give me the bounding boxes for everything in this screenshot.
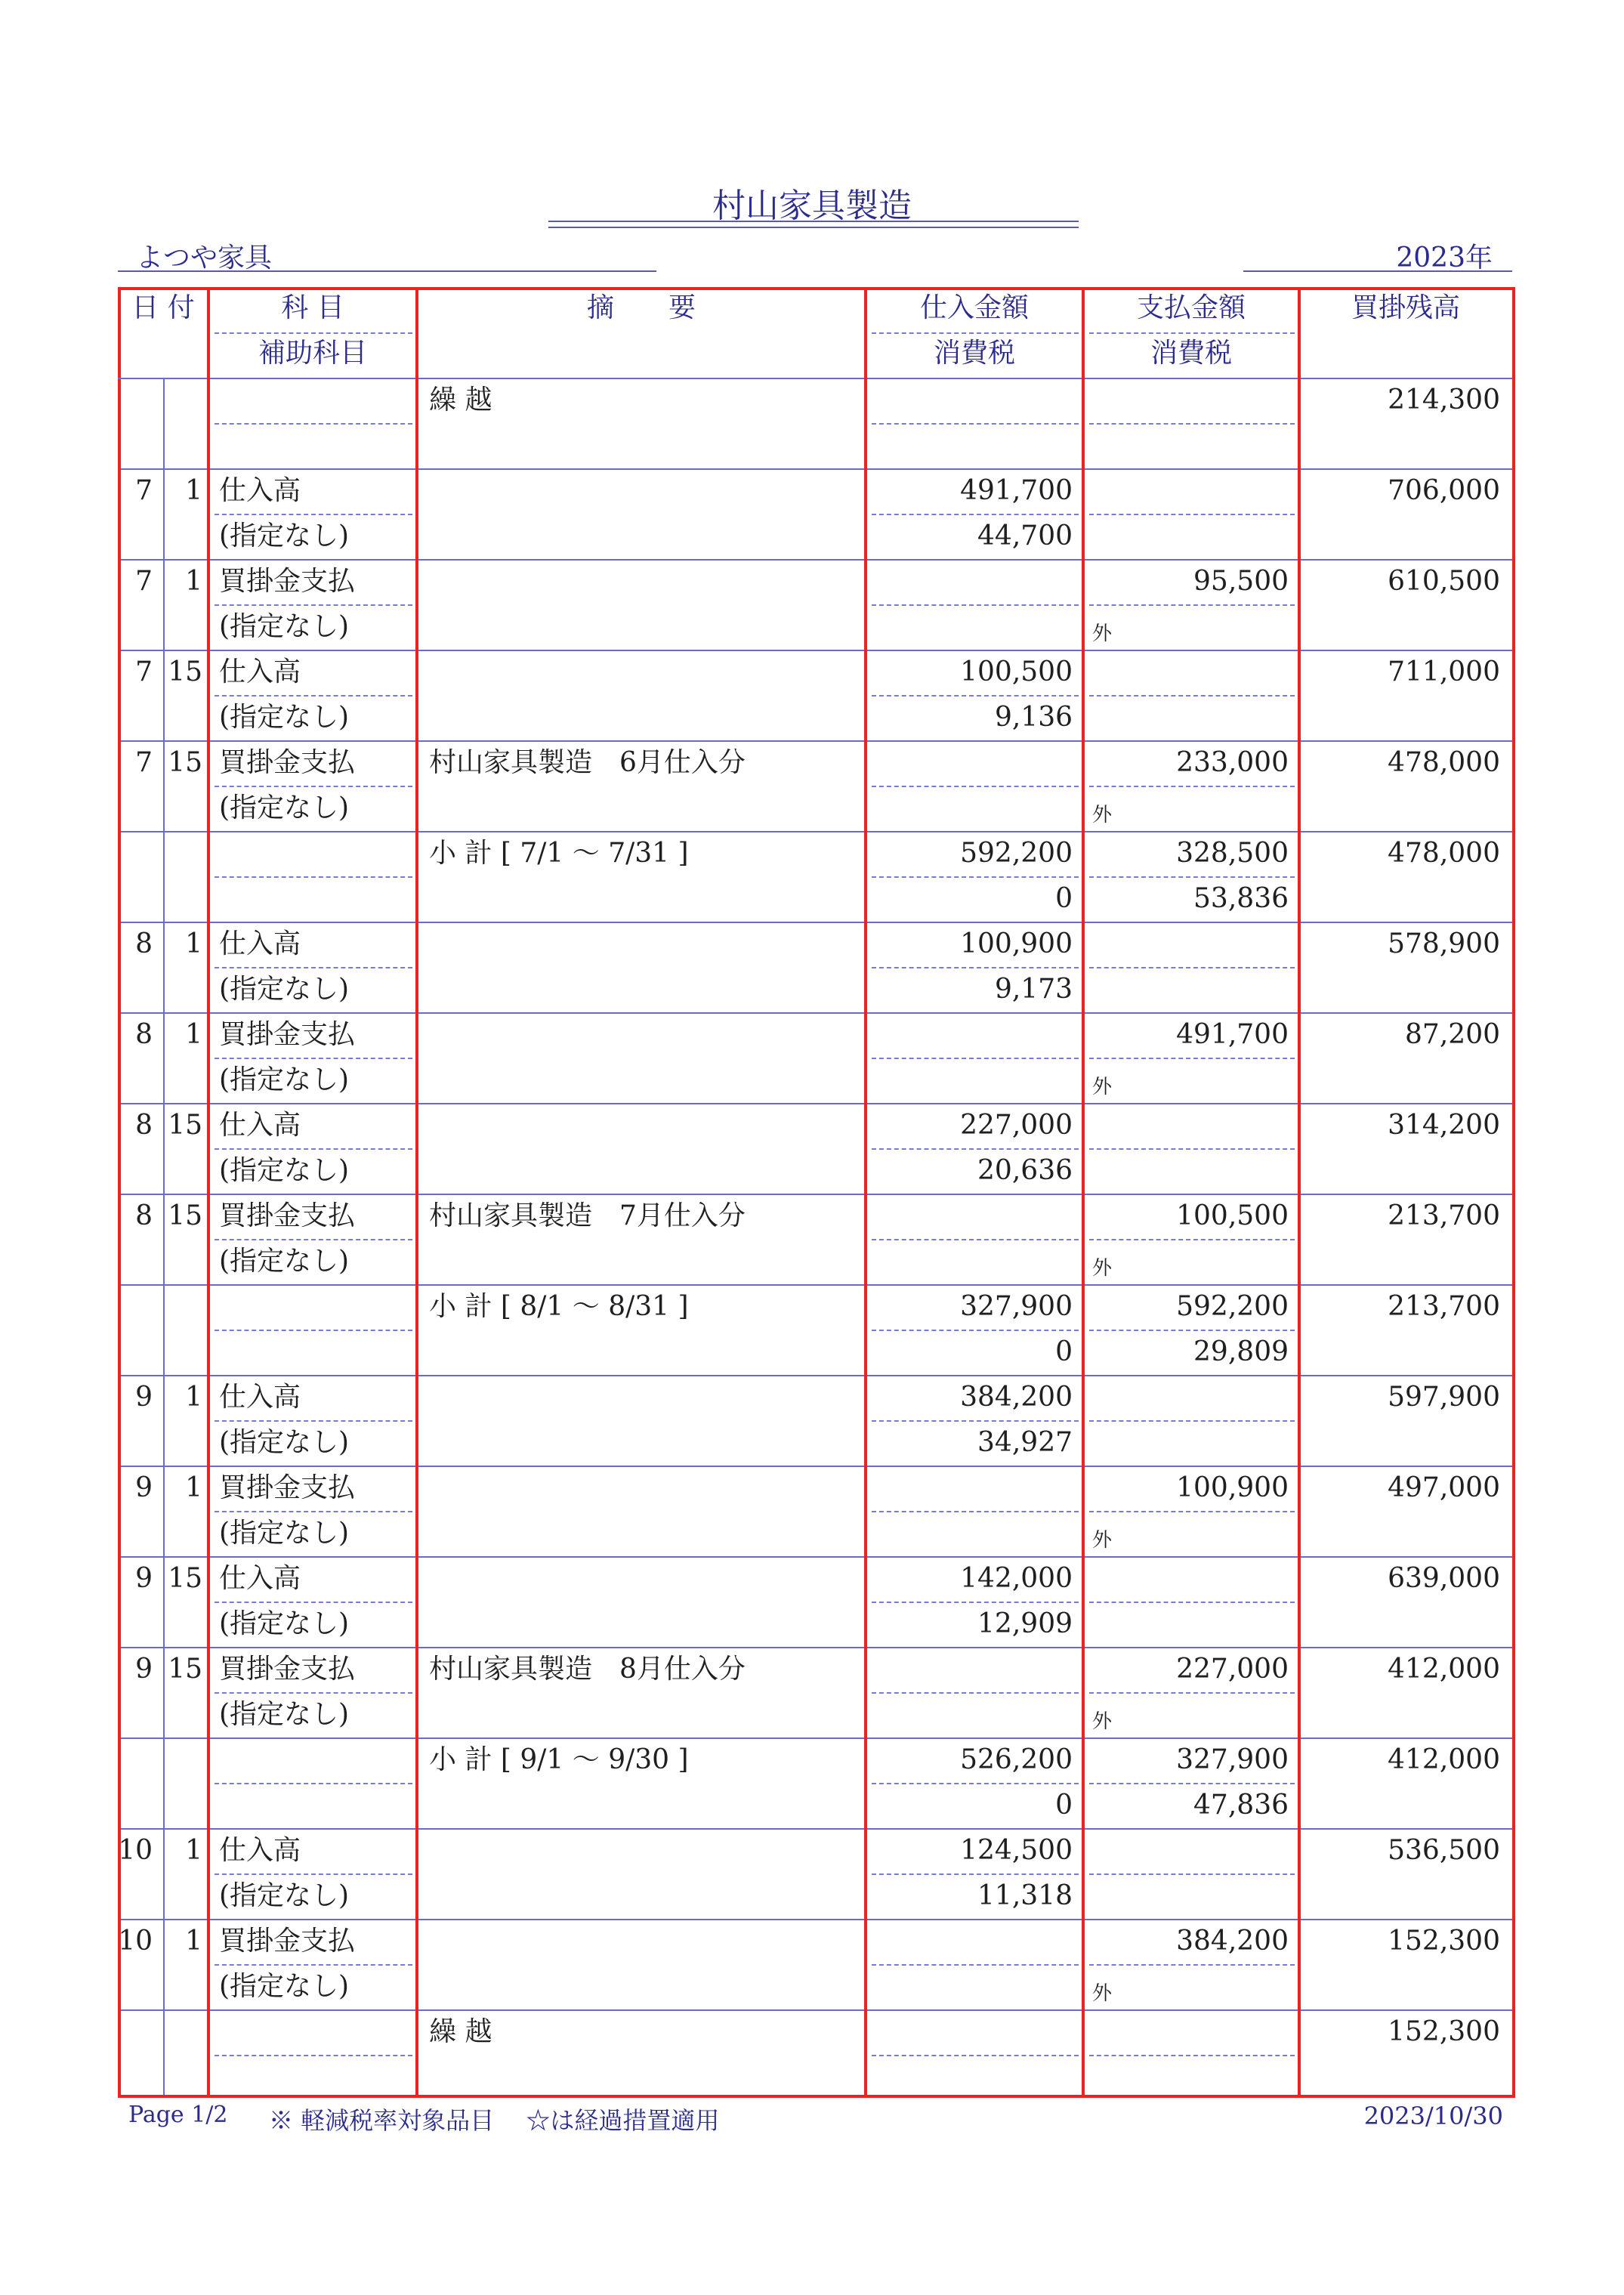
row-dash [215, 967, 412, 968]
header-purchase: 仕入金額 [919, 292, 1029, 323]
row-dash [872, 1148, 1079, 1150]
ledger-row [118, 1647, 1512, 1737]
row-dash [872, 695, 1079, 697]
row-month: 8 [135, 928, 153, 959]
row-balance: 152,300 [1388, 2016, 1500, 2047]
row-purchase: 227,000 [960, 1110, 1073, 1141]
row-dash [1089, 1602, 1295, 1603]
row-sub-subject: (指定なし) [219, 792, 350, 823]
row-dash [215, 1239, 412, 1240]
row-dash [872, 1964, 1079, 1966]
row-description: 繰 越 [429, 2016, 492, 2047]
row-purchase: 100,900 [960, 928, 1073, 959]
row-balance: 314,200 [1388, 1110, 1500, 1141]
header-date: 日 付 [131, 292, 195, 323]
row-dash [1089, 1692, 1295, 1694]
year-underline [1243, 270, 1512, 272]
row-subject: 仕入高 [219, 1563, 301, 1594]
row-purchase: 124,500 [960, 1835, 1073, 1866]
row-dash [1089, 695, 1295, 697]
row-sub-subject: (指定なし) [219, 520, 350, 551]
row-dash [215, 695, 412, 697]
row-balance: 213,700 [1388, 1291, 1500, 1322]
row-description: 小 計 [ 8/1 ～ 8/31 ] [429, 1291, 689, 1322]
row-sub-subject: (指定なし) [219, 1518, 350, 1549]
row-sub-subject: (指定なし) [219, 1699, 350, 1730]
row-payment: 491,700 [1176, 1019, 1289, 1050]
row-sub-subject: (指定なし) [219, 1608, 350, 1639]
row-sub-subject: (指定なし) [219, 1971, 350, 2002]
ledger-row [118, 1103, 1512, 1194]
row-balance: 214,300 [1388, 385, 1500, 415]
row-payment-tax: 外 [1092, 1529, 1113, 1552]
subject-divider [207, 287, 210, 2095]
row-dash [215, 2055, 412, 2056]
ledger-row [118, 1828, 1512, 1919]
row-sub-subject: (指定なし) [219, 974, 350, 1005]
row-day: 1 [185, 566, 202, 597]
row-month: 9 [135, 1382, 153, 1413]
row-payment-tax: 外 [1092, 804, 1113, 826]
row-dash [215, 1964, 412, 1966]
row-balance: 706,000 [1388, 475, 1500, 506]
row-subject: 買掛金支払 [219, 1472, 356, 1503]
ledger-row [118, 1919, 1512, 2009]
row-dash [872, 1692, 1079, 1694]
footer-note: ※ 軽減税率対象品目 ☆は経過措置適用 [269, 2106, 720, 2135]
row-dash [215, 876, 412, 878]
ledger-row [118, 468, 1512, 559]
row-subject: 仕入高 [219, 475, 301, 506]
row-dash [1089, 786, 1295, 787]
row-balance: 412,000 [1388, 1744, 1500, 1775]
row-subject: 仕入高 [219, 1382, 301, 1413]
row-dash [872, 1330, 1079, 1331]
row-dash [215, 423, 412, 425]
row-payment-tax: 外 [1092, 1710, 1113, 1733]
row-day: 15 [168, 1110, 202, 1141]
row-dash [215, 1873, 412, 1875]
header-sub-subject: 補助科目 [258, 338, 367, 369]
ledger-row [118, 740, 1512, 831]
row-payment: 592,200 [1176, 1291, 1289, 1322]
row-purchase-tax: 12,909 [977, 1608, 1073, 1639]
row-balance: 639,000 [1388, 1563, 1500, 1594]
row-month: 7 [135, 656, 153, 687]
row-description: 小 計 [ 9/1 ～ 9/30 ] [429, 1744, 689, 1775]
row-balance: 412,000 [1388, 1654, 1500, 1685]
row-purchase: 100,500 [960, 656, 1073, 687]
row-sub-subject: (指定なし) [219, 1427, 350, 1458]
row-balance: 536,500 [1388, 1835, 1500, 1866]
page-title: 村山家具製造 [712, 187, 912, 225]
header-description: 摘 要 [586, 292, 696, 323]
row-payment: 100,500 [1176, 1200, 1289, 1231]
row-description: 村山家具製造 8月仕入分 [429, 1654, 746, 1685]
row-month: 9 [135, 1472, 153, 1503]
ledger-row [118, 831, 1512, 922]
row-sub-subject: (指定なし) [219, 1246, 350, 1277]
row-balance: 213,700 [1388, 1200, 1500, 1231]
header-payment: 支払金額 [1136, 292, 1246, 323]
payment-divider [1082, 287, 1085, 2095]
row-day: 15 [168, 656, 202, 687]
account-name: よつや家具 [136, 242, 273, 273]
row-balance: 152,300 [1388, 1926, 1500, 1957]
row-sub-subject: (指定なし) [219, 611, 350, 642]
row-day: 1 [185, 1019, 202, 1050]
ledger-table [118, 287, 1512, 2095]
row-payment: 233,000 [1176, 747, 1289, 778]
row-day: 15 [168, 1563, 202, 1594]
ledger-row [118, 1012, 1512, 1103]
balance-divider [1298, 287, 1301, 2095]
row-dash [1089, 1058, 1295, 1059]
row-month: 9 [135, 1563, 153, 1594]
ledger-row [118, 1375, 1512, 1466]
header-purchase-tax: 消費税 [933, 338, 1015, 369]
row-payment-tax: 外 [1092, 1076, 1113, 1098]
year-label: 2023年 [1396, 242, 1493, 273]
row-dash [872, 876, 1079, 878]
header-divider [118, 378, 1512, 379]
ledger-row [118, 1556, 1512, 1647]
row-subject: 仕入高 [219, 928, 301, 959]
title-underline [548, 221, 1079, 222]
row-payment: 327,900 [1176, 1744, 1289, 1775]
row-month: 9 [135, 1654, 153, 1685]
row-day: 15 [168, 747, 202, 778]
row-payment-tax: 47,836 [1193, 1790, 1289, 1821]
row-payment: 95,500 [1193, 566, 1289, 597]
row-dash [872, 1873, 1079, 1875]
page-number: Page 1/2 [128, 2102, 228, 2128]
row-dash [1089, 604, 1295, 606]
row-purchase-tax: 9,173 [994, 974, 1073, 1005]
row-day: 1 [185, 475, 202, 506]
row-month: 7 [135, 475, 153, 506]
row-balance: 597,900 [1388, 1382, 1500, 1413]
row-payment: 384,200 [1176, 1926, 1289, 1957]
print-date: 2023/10/30 [1363, 2102, 1503, 2130]
row-dash [215, 1330, 412, 1331]
row-balance: 478,000 [1388, 838, 1500, 869]
row-dash [1089, 423, 1295, 425]
row-dash [1089, 1148, 1295, 1150]
row-description: 繰 越 [429, 385, 492, 415]
row-dash [872, 1058, 1079, 1059]
row-dash [872, 514, 1079, 515]
header-balance: 買掛残高 [1351, 292, 1460, 323]
row-subject: 買掛金支払 [219, 1019, 356, 1050]
row-purchase: 142,000 [960, 1563, 1073, 1594]
ledger-row [118, 1284, 1512, 1375]
row-purchase-tax: 44,700 [977, 520, 1073, 551]
row-sub-subject: (指定なし) [219, 702, 350, 733]
row-purchase: 327,900 [960, 1291, 1073, 1322]
row-month: 7 [135, 747, 153, 778]
row-dash [872, 786, 1079, 787]
ledger-row [118, 1737, 1512, 1828]
row-dash [215, 1420, 412, 1422]
account-underline [118, 270, 656, 272]
header-payment-tax: 消費税 [1150, 338, 1232, 369]
description-divider [415, 287, 418, 2095]
row-dash [872, 2055, 1079, 2056]
row-subject: 買掛金支払 [219, 566, 356, 597]
row-day: 15 [168, 1200, 202, 1231]
row-purchase: 592,200 [960, 838, 1073, 869]
row-month: 8 [135, 1110, 153, 1141]
purchase-divider [864, 287, 867, 2095]
row-purchase: 526,200 [960, 1744, 1073, 1775]
row-day: 15 [168, 1654, 202, 1685]
row-purchase: 491,700 [960, 475, 1073, 506]
row-dash [872, 1602, 1079, 1603]
row-balance: 711,000 [1388, 656, 1500, 687]
header-dash [215, 332, 412, 334]
row-payment-tax: 53,836 [1193, 883, 1289, 914]
row-dash [1089, 1511, 1295, 1512]
row-payment-tax: 29,809 [1193, 1336, 1289, 1367]
row-balance: 478,000 [1388, 747, 1500, 778]
row-description: 村山家具製造 6月仕入分 [429, 747, 746, 778]
row-subject: 買掛金支払 [219, 1200, 356, 1231]
row-day: 1 [185, 1382, 202, 1413]
row-dash [1089, 1873, 1295, 1875]
row-dash [215, 1148, 412, 1150]
row-dash [1089, 967, 1295, 968]
ledger-row [118, 2009, 1512, 2100]
row-dash [1089, 514, 1295, 515]
row-dash [215, 1692, 412, 1694]
row-day: 1 [185, 1472, 202, 1503]
row-payment: 100,900 [1176, 1472, 1289, 1503]
row-subject: 買掛金支払 [219, 747, 356, 778]
header-subject: 科 目 [281, 292, 344, 323]
ledger-row [118, 1466, 1512, 1556]
row-subject: 仕入高 [219, 1110, 301, 1141]
ledger-row [118, 1194, 1512, 1284]
row-purchase: 384,200 [960, 1382, 1073, 1413]
row-dash [215, 1511, 412, 1512]
row-purchase-tax: 34,927 [977, 1427, 1073, 1458]
date-divider [163, 378, 165, 2095]
row-payment-tax: 外 [1092, 1982, 1113, 2005]
ledger-row [118, 559, 1512, 650]
row-day: 1 [185, 1926, 202, 1957]
row-balance: 87,200 [1405, 1019, 1500, 1050]
row-payment-tax: 外 [1092, 1257, 1113, 1280]
row-balance: 578,900 [1388, 928, 1500, 959]
row-sub-subject: (指定なし) [219, 1155, 350, 1186]
row-subject: 買掛金支払 [219, 1926, 356, 1957]
row-purchase-tax: 20,636 [977, 1155, 1073, 1186]
title-underline-2 [548, 227, 1079, 228]
row-dash [1089, 876, 1295, 878]
row-dash [215, 1058, 412, 1059]
row-subject: 買掛金支払 [219, 1654, 356, 1685]
row-sub-subject: (指定なし) [219, 1880, 350, 1911]
row-dash [872, 423, 1079, 425]
row-dash [1089, 2055, 1295, 2056]
row-month: 8 [135, 1019, 153, 1050]
row-description: 小 計 [ 7/1 ～ 7/31 ] [429, 838, 689, 869]
ledger-row [118, 378, 1512, 468]
row-dash [872, 1511, 1079, 1512]
row-payment-tax: 外 [1092, 622, 1113, 645]
row-dash [1089, 1783, 1295, 1784]
row-purchase-tax: 0 [1055, 883, 1073, 914]
row-payment: 328,500 [1176, 838, 1289, 869]
row-purchase-tax: 9,136 [994, 702, 1073, 733]
row-month: 10 [118, 1926, 153, 1957]
row-month: 10 [118, 1835, 153, 1866]
row-description: 村山家具製造 7月仕入分 [429, 1200, 746, 1231]
row-dash [1089, 1964, 1295, 1966]
row-purchase-tax: 0 [1055, 1336, 1073, 1367]
row-sub-subject: (指定なし) [219, 1064, 350, 1095]
row-day: 1 [185, 928, 202, 959]
row-subject: 仕入高 [219, 1835, 301, 1866]
row-dash [215, 1783, 412, 1784]
row-dash [872, 604, 1079, 606]
header-dash [872, 332, 1079, 334]
ledger-row [118, 922, 1512, 1012]
row-balance: 610,500 [1388, 566, 1500, 597]
ledger-row [118, 650, 1512, 740]
row-month: 7 [135, 566, 153, 597]
row-dash [215, 786, 412, 787]
row-dash [1089, 1420, 1295, 1422]
row-payment: 227,000 [1176, 1654, 1289, 1685]
row-dash [872, 1783, 1079, 1784]
row-month: 8 [135, 1200, 153, 1231]
row-purchase-tax: 0 [1055, 1790, 1073, 1821]
row-dash [215, 604, 412, 606]
row-dash [1089, 1330, 1295, 1331]
row-dash [215, 1602, 412, 1603]
header-dash [1089, 332, 1295, 334]
row-dash [872, 967, 1079, 968]
row-purchase-tax: 11,318 [977, 1880, 1073, 1911]
row-dash [872, 1420, 1079, 1422]
row-subject: 仕入高 [219, 656, 301, 687]
row-dash [215, 514, 412, 515]
row-day: 1 [185, 1835, 202, 1866]
row-dash [872, 1239, 1079, 1240]
row-dash [1089, 1239, 1295, 1240]
row-balance: 497,000 [1388, 1472, 1500, 1503]
